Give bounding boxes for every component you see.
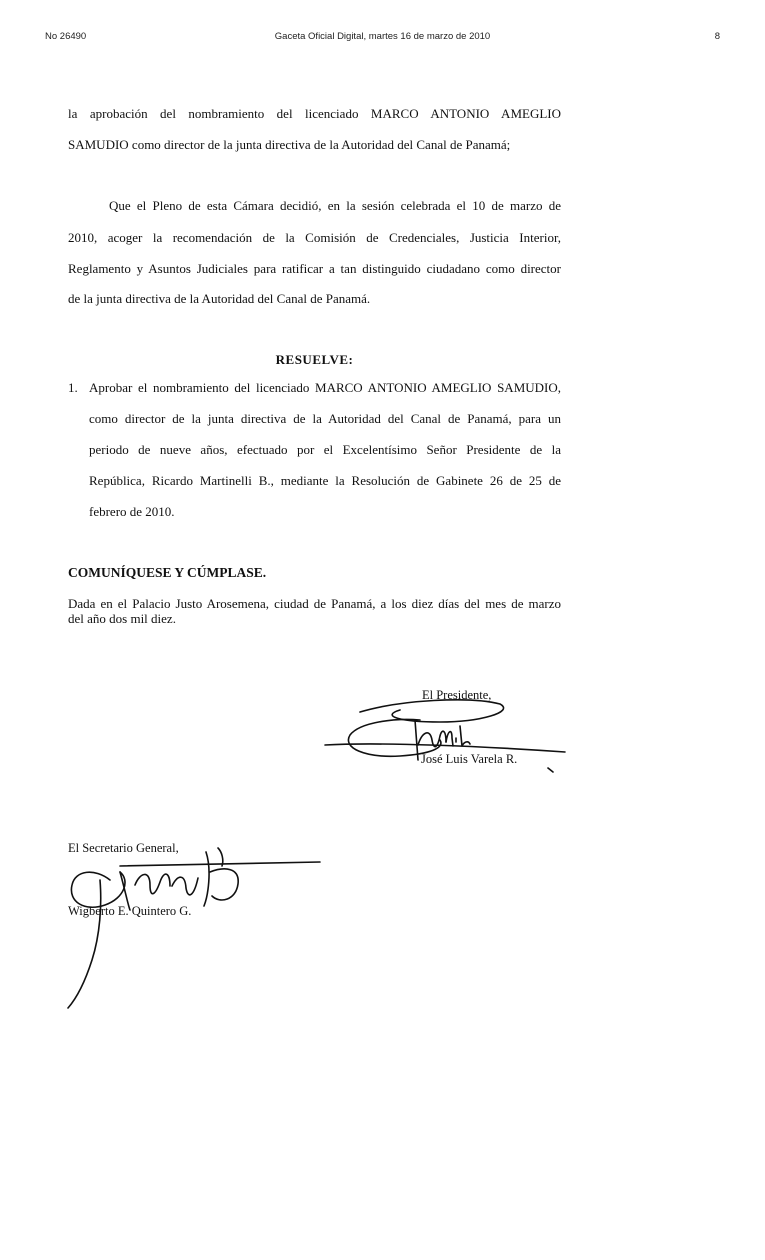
- list-item-line: República, Ricardo Martinelli B., mediante la Resolución de Gabinete 26 de 25 de: [89, 473, 561, 488]
- page-number: 8: [714, 31, 720, 42]
- paragraph-line: 2010, acoger la recomendación de la Comisión de Credenciales, Justicia Interior,: [68, 230, 561, 245]
- president-name: José Luis Varela R.: [421, 752, 518, 766]
- paragraph-line: la aprobación del nombramiento del licenciado MARCO ANTONIO AMEGLIO: [68, 106, 561, 121]
- list-item-line: periodo de nueve años, efectuado por el Excelentísimo Señor Presidente de la: [89, 442, 561, 457]
- secretary-name: Wigberto E. Quintero G.: [68, 904, 192, 918]
- closing-formula: COMUNÍQUESE Y CÚMPLASE.: [68, 565, 267, 580]
- paragraph-line: de la junta directiva de la Autoridad del Canal de Panamá.: [68, 291, 371, 306]
- list-item-line: como director de la junta directiva de la Autoridad del Canal de Panamá, para un: [89, 411, 561, 426]
- list-item-line: Aprobar el nombramiento del licenciado MARCO ANTONIO AMEGLIO SAMUDIO,: [89, 380, 561, 395]
- paragraph-line: SAMUDIO como director de la junta directiva de la Autoridad del Canal de Panamá;: [68, 137, 511, 152]
- secretary-title: El Secretario General,: [68, 841, 179, 855]
- list-item-line: febrero de 2010.: [89, 504, 175, 519]
- gazette-number: No 26490: [45, 31, 87, 42]
- secretary-signature: [68, 848, 320, 1008]
- section-heading: RESUELVE:: [275, 352, 354, 367]
- gazette-title: Gaceta Oficial Digital, martes 16 de marzo de 2010: [274, 31, 491, 42]
- paragraph-line: Que el Pleno de esta Cámara decidió, en la sesión celebrada el 10 de marzo de: [109, 198, 561, 213]
- president-title: El Presidente,: [422, 688, 492, 702]
- paragraph-line: Reglamento y Asuntos Judiciales para ratificar a tan distinguido ciudadano como director: [68, 261, 561, 276]
- list-item-number: 1.: [68, 380, 78, 395]
- dated-line: del año dos mil diez.: [68, 611, 176, 626]
- dated-line: Dada en el Palacio Justo Arosemena, ciudad de Panamá, a los diez días del mes de marzo: [68, 596, 561, 611]
